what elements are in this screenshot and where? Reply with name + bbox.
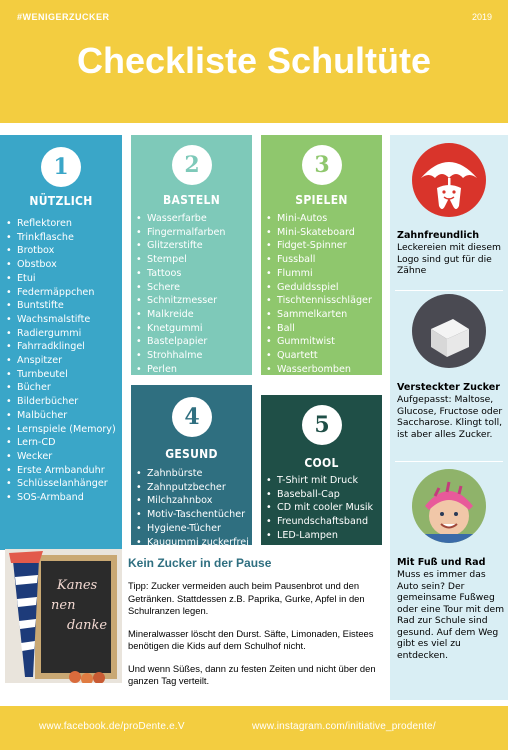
list-item: • Mini-Skateboard [266, 226, 372, 240]
list-item: • Tischtennisschläger [266, 294, 372, 308]
list-item: • Turnbeutel [6, 368, 116, 382]
divider [395, 461, 503, 462]
zahnfreundlich-logo-icon [409, 140, 489, 220]
item-list-nuetzlich [6, 217, 116, 505]
column-title-cool: COOL [304, 456, 339, 470]
sugar-cube-photo [411, 293, 487, 369]
list-item: • Wasserbomben [266, 363, 372, 377]
list-item: • Flummi [266, 267, 372, 281]
list-item: • Zahnbürste [136, 467, 249, 481]
list-item: • Lernspiele (Memory) [6, 423, 116, 437]
pause-paragraph: Tipp: Zucker vermeiden auch beim Pausenbrot und den Getränken. Stattdessen z.B. Paprika, Gurke, Apfel in den Schulranzen legen. [128, 580, 365, 616]
list-item: • Bilderbücher [6, 395, 116, 409]
list-item: • CD mit cooler Musik [266, 501, 373, 515]
list-item: • Tattoos [136, 267, 226, 281]
number-badge-2: 2 [172, 145, 212, 185]
list-item: • Strohhalme [136, 349, 226, 363]
page-title: Checkliste Schultüte [76, 40, 432, 81]
item-list-gesund [136, 467, 249, 549]
list-item: • Glitzerstifte [136, 239, 226, 253]
side-block-zahnfreundlich [397, 230, 505, 277]
list-item: • Knetgummi [136, 322, 226, 336]
instagram-link[interactable]: www.instagram.com/initiative_prodente/ [252, 721, 436, 732]
list-item: • Ball [266, 322, 372, 336]
list-item: • Schnitzmesser [136, 294, 226, 308]
column-title-nuetzlich: NÜTZLICH [29, 194, 93, 208]
column-title-spielen: SPIELEN [295, 193, 348, 207]
pause-paragraph: Und wenn Süßes, dann zu festen Zeiten und nicht über den ganzen Tag verteilt. [128, 662, 376, 686]
list-item: • Wecker [6, 450, 116, 464]
column-title-basteln: BASTELN [162, 193, 221, 207]
list-item: • Motiv-Taschentücher [136, 508, 249, 522]
column-cool [261, 395, 382, 545]
list-item: • Reflektoren [6, 217, 116, 231]
column-nuetzlich [0, 135, 122, 550]
list-item: • Fahrradklingel [6, 340, 116, 354]
list-item: • Quartett [266, 349, 372, 363]
side-text: Leckereien mit diesem Logo sind gut für die Zähne [397, 242, 501, 276]
list-item: • Trinkflasche [6, 231, 116, 245]
list-item: • Obstbox [6, 258, 116, 272]
list-item: • Erste Armbanduhr [6, 464, 116, 478]
list-item: • Gummitwist [266, 335, 372, 349]
side-block-fuss-rad [397, 557, 505, 661]
divider [395, 290, 503, 291]
list-item: • Perlen [136, 363, 226, 377]
number-badge-4: 4 [172, 397, 212, 437]
number-badge-1: 1 [41, 147, 81, 187]
list-item: • Malbücher [6, 409, 116, 423]
list-item: • Luftballons [266, 376, 372, 390]
list-item: • Schlüsselanhänger [6, 477, 116, 491]
list-item: • Stempel [136, 253, 226, 267]
column-spielen [261, 135, 382, 389]
list-item: • Zahnputzbecher [136, 481, 249, 495]
side-text: Aufgepasst: Maltose, Glucose, Fructose oder Saccharose. Klingt toll, ist aber alles Zucker. [397, 394, 503, 440]
list-item: • Lern-CD [6, 436, 116, 450]
pause-section [128, 556, 383, 698]
child-helmet-photo [411, 468, 487, 544]
list-item: • Mini-Autos [266, 212, 372, 226]
list-item: • Sammelkarten [266, 308, 372, 322]
side-block-zucker [397, 382, 505, 440]
list-item: • Bastelpapier [136, 335, 226, 349]
list-item: • Wasserfarbe [136, 212, 226, 226]
item-list-basteln [136, 212, 226, 376]
list-item: • Bücher [6, 381, 116, 395]
list-item: • Anspitzer [6, 354, 116, 368]
header-banner [0, 0, 508, 123]
schultuete-photo [5, 549, 122, 695]
facebook-link[interactable]: www.facebook.de/proDente.e.V [39, 721, 185, 732]
year-label: 2019 [471, 12, 492, 22]
list-item: • Wachsmalstifte [6, 313, 116, 327]
item-list-cool [266, 474, 373, 543]
list-item: • T-Shirt mit Druck [266, 474, 373, 488]
list-item: • Baseball-Cap [266, 488, 373, 502]
side-title: Versteckter Zucker [397, 382, 501, 393]
list-item: • Freundschaftsband [266, 515, 373, 529]
list-item: • SOS-Armband [6, 491, 116, 505]
list-item: • Geduldsspiel [266, 281, 372, 295]
list-item: • Malkreide [136, 308, 226, 322]
side-title: Zahnfreundlich [397, 230, 480, 241]
side-text: Muss es immer das Auto sein? Der gemeinsame Fußweg oder eine Tour mit dem Rad zur Schule sind gesund. Auf dem Weg gibt es viel zu entdecken. [397, 569, 505, 661]
list-item: • Kaugummi zuckerfrei [136, 536, 249, 550]
side-title: Mit Fuß und Rad [397, 557, 486, 568]
list-item: • LED-Lampen [266, 529, 373, 543]
list-item: • Federmäppchen [6, 286, 116, 300]
column-basteln [131, 135, 252, 375]
list-item: • Fingermalfarben [136, 226, 226, 240]
list-item: • Fussball [266, 253, 372, 267]
board-text-1: Kanes nen danke [51, 578, 108, 633]
list-item: • Schere [136, 281, 226, 295]
pause-title: Kein Zucker in der Pause [128, 556, 272, 570]
list-item: • Buntstifte [6, 299, 116, 313]
hashtag: #WENIGERZUCKER [17, 12, 110, 22]
list-item: • Fidget-Spinner [266, 239, 372, 253]
list-item: • Radiergummi [6, 327, 116, 341]
list-item: • Etui [6, 272, 116, 286]
footer-banner [0, 706, 508, 750]
column-title-gesund: GESUND [165, 447, 218, 461]
list-item: • Milchzahnbox [136, 494, 249, 508]
list-item: • Hygiene-Tücher [136, 522, 249, 536]
pause-paragraph: Mineralwasser löscht den Durst. Säfte, Limonaden, Eistees benötigen die Kids auf dem Schulhof nicht. [128, 627, 374, 651]
list-item: • Brotbox [6, 244, 116, 258]
item-list-spielen [266, 212, 372, 390]
number-badge-3: 3 [302, 145, 342, 185]
column-gesund [131, 385, 252, 548]
number-badge-5: 5 [302, 405, 342, 445]
